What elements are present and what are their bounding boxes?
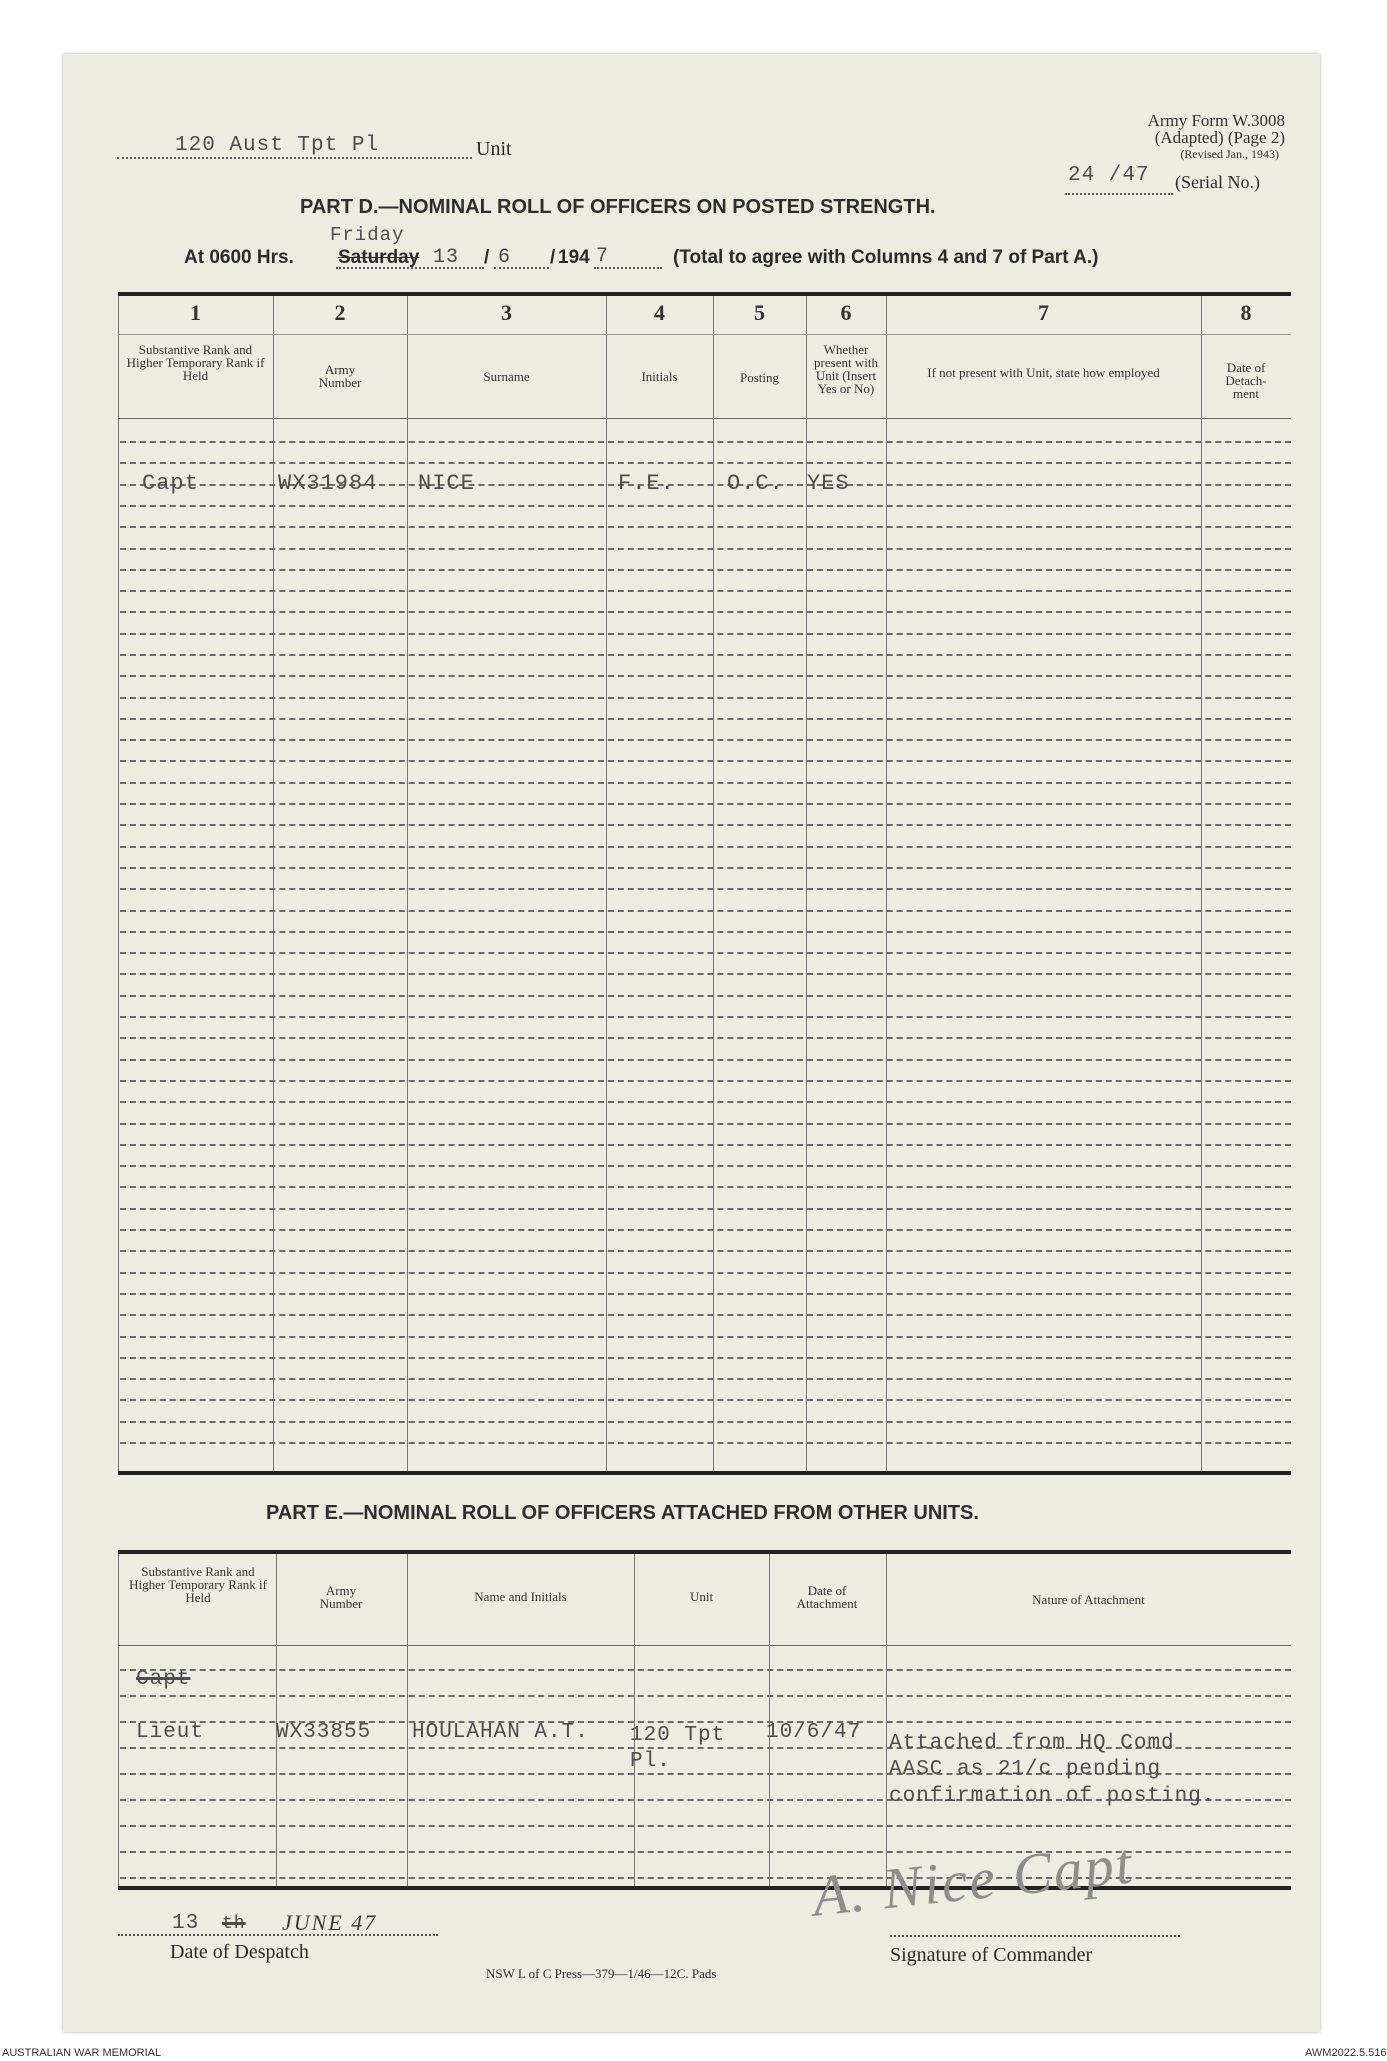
part-d-dashed-row-line [120,441,1291,443]
entry-posting: O.C. [727,471,784,496]
date-month: 6 [498,246,512,269]
part-d-title: PART D.—NOMINAL ROLL OF OFFICERS ON POSTED STRENGTH. [300,196,936,218]
e-entry-nature-3: confirmation of posting. [889,1785,1216,1808]
despatch-struck: th [222,1914,246,1934]
e-header-name: Name and Initials [474,1589,567,1604]
part-d-dashed-row-line [120,1037,1291,1039]
at-time-label: At 0600 Hrs. [184,247,294,268]
part-d-dashed-row-line [120,569,1291,571]
part-d-dashed-row-line [120,654,1291,656]
part-d-dashed-row-line [120,1208,1291,1210]
part-d-dashed-row-line [120,782,1291,784]
col-num-8: 8 [1240,300,1252,325]
part-d-dashed-row-line [120,697,1291,699]
entry-surname: NICE [418,471,475,496]
serial-label: (Serial No.) [1175,172,1260,192]
e-entry-rank: Lieut [136,1721,205,1744]
col-header-how-employed: If not present with Unit, state how employed [927,365,1160,380]
e-header-army-number: Army Number [319,1583,363,1611]
part-d-dashed-row-line [120,888,1291,890]
despatch-day: 13 [172,1912,200,1935]
e-header-date: Date of Attachment [796,1583,858,1611]
part-e-header-rule [118,1645,1291,1646]
part-d-dashed-row-line [120,675,1291,677]
col-header-initials: Initials [641,369,678,384]
part-d-dashed-row-line [120,1399,1291,1401]
part-e-dashed-row-line [120,1669,1291,1671]
year-suffix: 7 [596,245,610,268]
signature-field [890,1935,1180,1937]
signature-label: Signature of Commander [890,1944,1093,1966]
e-entry-unit-line1: 120 Tpt [630,1724,726,1747]
part-d-dashed-row-line [120,867,1291,869]
part-e-dashed-row-line [120,1695,1291,1697]
part-e-col-divider [769,1554,770,1886]
year-prefix: 194 [558,247,590,268]
e-header-nature: Nature of Attachment [1032,1592,1145,1607]
archive-left: AUSTRALIAN WAR MEMORIAL [2,2047,162,2059]
part-d-dashed-row-line [120,1421,1291,1423]
part-d-dashed-row-line [120,803,1291,805]
col-header-rank: Substantive Rank and Higher Temporary Rank if Held [126,342,265,383]
date-day: 13 [433,246,460,269]
part-d-dashed-row-line [120,526,1291,528]
part-d-dashed-row-line [120,910,1291,912]
part-d-dashed-row-line [120,1059,1291,1061]
entry-present: YES [807,471,850,496]
part-d-dashed-row-line [120,824,1291,826]
col-num-4: 4 [654,300,665,325]
unit-value: 120 Aust Tpt Pl [175,134,380,157]
date-slash-2: / [550,247,556,268]
part-d-header-rule [118,418,1291,419]
despatch-handwritten: JUNE 47 [282,1910,378,1935]
part-d-dashed-row-line [120,1250,1291,1252]
part-d-dashed-row-line [120,739,1291,741]
part-d-dashed-row-line [120,462,1291,464]
part-e-col-divider [407,1554,408,1886]
part-d-top-rule [118,292,1291,296]
part-d-num-rule [118,334,1291,335]
part-e-title: PART E.—NOMINAL ROLL OF OFFICERS ATTACHED FROM OTHER UNITS. [266,1502,979,1524]
unit-label: Unit [476,138,512,160]
part-e-border-left [118,1554,119,1886]
part-d-dashed-row-line [120,1336,1291,1338]
e-entry-nature-1: Attached from HQ Comd [889,1732,1175,1755]
part-e-col-divider [276,1554,277,1886]
col-num-1: 1 [190,300,201,325]
part-d-dashed-row-line [120,760,1291,762]
form-id [1080,112,1285,163]
e-entry-nature-2: AASC as 21/c pending [889,1758,1162,1781]
part-d-dashed-row-line [120,505,1291,507]
part-e-top-rule [118,1550,1291,1554]
part-d-dashed-row-line [120,1229,1291,1231]
day-struck: Saturday [338,247,420,268]
e-entry-unit-line2: Pl. [630,1750,671,1773]
e-struck-rank: Capt [136,1668,191,1691]
e-entry-army-number: WX33855 [276,1721,372,1744]
total-note: (Total to agree with Columns 4 and 7 of Part A.) [673,247,1099,268]
col-header-posting: Posting [739,370,779,385]
col-header-army-number: Army Number [318,362,362,390]
part-d-dashed-row-line [120,611,1291,613]
form-number: Army Form W.3008 [1147,111,1285,130]
part-d-dashed-row-line [120,1016,1291,1018]
e-header-unit: Unit [689,1589,714,1604]
part-d-dashed-row-line [120,1165,1291,1167]
col-num-7: 7 [1038,300,1049,325]
col-header-detachment: Date of Detach-ment [1225,360,1267,401]
part-d-dashed-row-line [120,590,1291,592]
part-d-dashed-row-line [120,1144,1291,1146]
signature: A. Nice Capt [809,1830,1137,1929]
e-header-rank: Substantive Rank and Higher Temporary Rank if Held [129,1564,267,1605]
e-entry-date: 10/6/47 [766,1721,862,1744]
part-e-col-divider [634,1554,635,1886]
e-entry-name: HOULAHAN A.T. [412,1721,589,1744]
press-note: NSW L of C Press—379—1/46—12C. Pads [486,1966,717,1981]
part-d-dashed-row-line [120,1378,1291,1380]
col-num-3: 3 [501,300,512,325]
part-d-bottom-rule [118,1471,1291,1475]
part-d-dashed-row-line [120,1101,1291,1103]
part-d-dashed-row-line [120,1186,1291,1188]
entry-rank: Capt [142,471,199,496]
part-d-dashed-row-line [120,846,1291,848]
despatch-field [118,1924,438,1936]
date-slash-1: / [484,247,490,268]
part-d-dashed-row-line [120,973,1291,975]
col-header-present: Whether present with Unit (Insert Yes or No) [814,342,878,396]
col-num-5: 5 [754,300,765,325]
part-e-dashed-row-line [120,1825,1291,1827]
col-header-surname: Surname [483,369,530,384]
archive-right: AWM2022.5.516 [1305,2047,1387,2059]
part-d-dashed-row-line [120,548,1291,550]
part-d-dashed-row-line [120,718,1291,720]
form-adapted: (Adapted) (Page 2) [1154,128,1285,147]
despatch-label: Date of Despatch [170,1941,309,1963]
day-written: Friday [330,224,405,246]
entry-initials: F.E. [618,471,675,496]
part-d-dashed-row-line [120,1442,1291,1444]
part-d-dashed-row-line [120,1314,1291,1316]
part-d-dashed-row-line [120,1357,1291,1359]
part-d-dashed-row-line [120,1272,1291,1274]
col-num-2: 2 [334,300,346,325]
part-d-dashed-row-line [120,633,1291,635]
part-d-dashed-row-line [120,952,1291,954]
part-d-border-left [118,296,119,1471]
form-revised: (Revised Jan., 1943) [1180,147,1279,161]
entry-army-number: WX31984 [278,471,378,496]
part-d-dashed-row-line [120,931,1291,933]
part-d-dashed-row-line [120,995,1291,997]
part-d-dashed-row-line [120,1080,1291,1082]
part-d-dashed-row-line [120,1293,1291,1295]
col-num-6: 6 [840,300,852,325]
part-d-dashed-row-line [120,1123,1291,1125]
serial-value: 24 /47 [1068,164,1150,187]
